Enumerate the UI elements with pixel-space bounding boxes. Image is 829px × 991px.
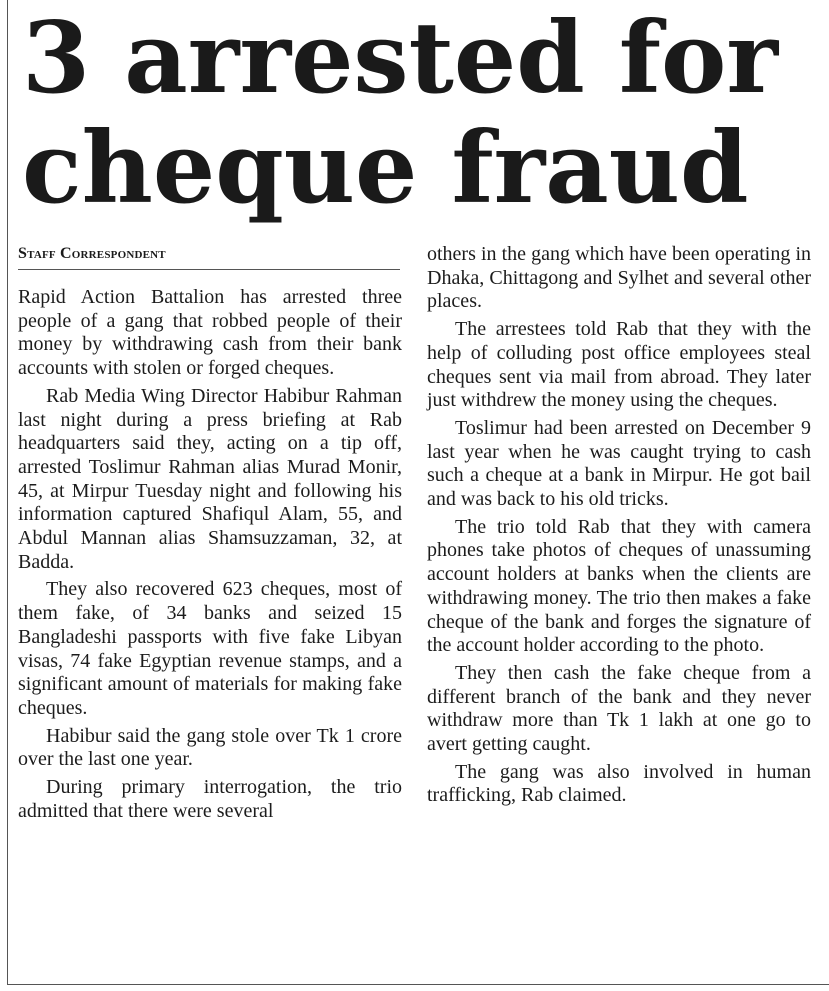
- article-column-left: [18, 286, 402, 827]
- bottom-rule: [7, 984, 829, 985]
- paragraph: The arrestees told Rab that they with the help of colluding post office employees steal cheques sent via mail from abroad. They later just withdrew the money using the cheques.: [427, 318, 811, 412]
- paragraph: Habibur said the gang stole over Tk 1 crore over the last one year.: [18, 724, 402, 771]
- byline: Staff Correspondent: [18, 245, 166, 262]
- article-column-right: [427, 243, 811, 812]
- paragraph: During primary interrogation, the trio admitted that there were several: [18, 776, 402, 822]
- paragraph: They then cash the fake cheque from a different branch of the bank and they never withdraw more than Tk 1 lakh at one go to avert getting caught.: [427, 661, 811, 756]
- paragraph: The gang was also involved in human trafficking, Rab claimed.: [427, 760, 811, 807]
- headline: 3 arrested for cheque fraud: [22, 1, 779, 226]
- paragraph: Rapid Action Battalion has arrested three people of a gang that robbed people of their money by withdrawing cash from their bank accounts with stolen or forged cheques.: [18, 286, 402, 380]
- paragraph: others in the gang which have been operating in Dhaka, Chittagong and Sylhet and several other places.: [427, 243, 811, 313]
- byline-divider: [18, 269, 400, 270]
- paragraph: They also recovered 623 cheques, most of them fake, of 34 banks and seized 15 Bangladeshi passports with five fake Libyan visas, 74 fake Egyptian revenue stamps, and a significant amount of materials for making fake cheques.: [18, 578, 402, 719]
- paragraph: The trio told Rab that they with camera phones take photos of cheques of unassuming account holders at banks when the clients are withdrawing money. The trio then makes a fake cheque of the bank and forges the signature of the account holder according to the photo.: [427, 515, 811, 657]
- paragraph: Toslimur had been arrested on December 9 last year when he was caught trying to cash such a cheque at a bank in Mirpur. He got bail and was back to his old tricks.: [427, 416, 811, 511]
- paragraph: Rab Media Wing Director Habibur Rahman last night during a press briefing at Rab headquarters said they, acting on a tip off, arrested Toslimur Rahman alias Murad Monir, 45, at Mirpur Tuesday night and following his information captured Shafiqul Alam, 55, and Abdul Mannan alias Shamsuzzaman, 32, at Badda.: [18, 384, 402, 573]
- left-column-rule: [7, 0, 8, 985]
